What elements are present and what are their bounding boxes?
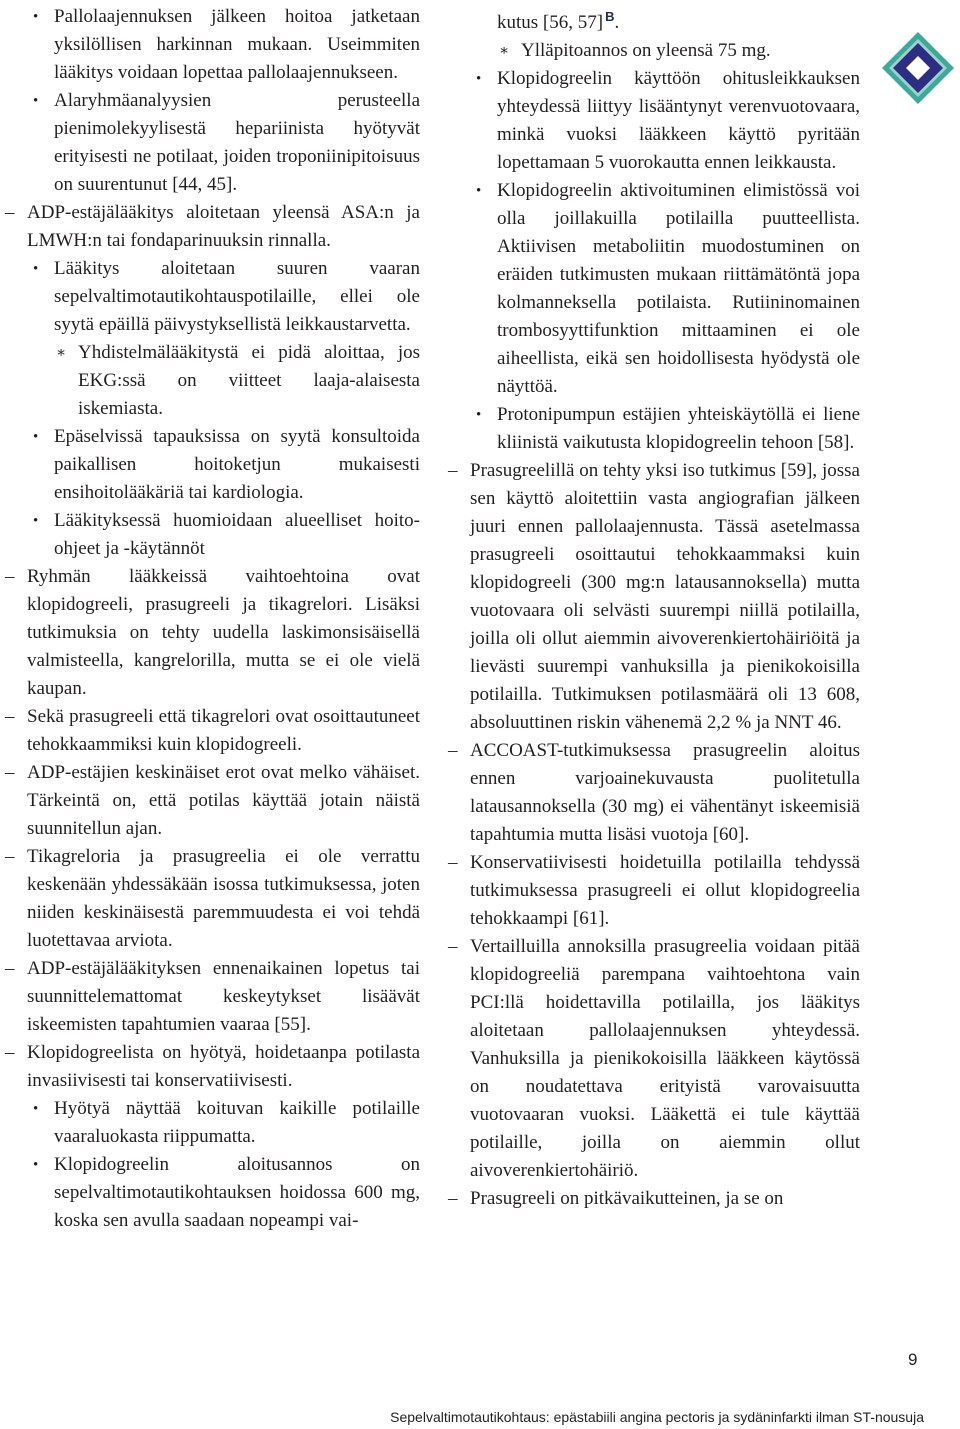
list-marker: –	[5, 846, 15, 867]
list-marker: –	[448, 1188, 458, 1209]
list-marker: –	[5, 202, 15, 223]
right-column	[448, 3, 860, 1213]
list-item-text-end: .	[614, 12, 620, 33]
evidence-level-badge: B	[605, 9, 615, 24]
list-item	[448, 1185, 860, 1213]
list-item	[448, 401, 860, 457]
list-item	[448, 457, 860, 737]
list-item	[5, 423, 420, 507]
list-item	[5, 1039, 420, 1095]
list-marker: –	[448, 936, 458, 957]
list-marker: •	[476, 407, 482, 423]
list-item	[448, 3, 860, 37]
list-item-text: Pallolaajennuksen jälkeen hoitoa jatketaan yksilöllisen harkinnan mukaan. Useimmiten lääkitys voidaan lopettaa pallolaajennukseen.	[54, 6, 420, 83]
running-footer: Sepelvaltimotautikohtaus: epästabiili angina pectoris ja sydäninfarkti ilman ST-nousuja	[390, 1409, 924, 1425]
list-item	[448, 737, 860, 849]
list-marker: •	[33, 1101, 39, 1117]
list-marker: ∗	[56, 345, 67, 361]
list-item-text: Protonipumpun estäjien yhteiskäytöllä ei liene kliinistä vaikutusta klopidogreelin tehoon [58].	[497, 404, 860, 453]
list-item	[5, 563, 420, 703]
list-marker: •	[33, 9, 39, 25]
list-item-text: Tikagreloria ja prasugreelia ei ole verrattu keskenään yhdessäkään isossa tutkimuksessa, joten niiden keskinäisestä paremmuudesta ei voi tehdä luotettavaa arviota.	[27, 846, 420, 951]
list-item-text: Yhdistelmälääkitystä ei pidä aloittaa, jos EKG:ssä on viitteet laaja-alaisesta iskemiasta.	[78, 342, 420, 419]
list-item-text: ADP-estäjälääkityksen ennenaikainen lopetus tai suunnittelemattomat keskeytykset lisäävät iskeemisten tapahtumien vaaraa [55].	[27, 958, 420, 1035]
list-item-text: Ryhmän lääkkeissä vaihtoehtoina ovat klopidogreeli, prasugreeli ja tikagrelori. Lisäksi tutkimuksia on tehty uudella laskimonsisäisellä valmisteella, kangrelorilla, mutta se ei ole vielä kaupan.	[27, 566, 420, 699]
list-item	[5, 3, 420, 87]
list-item-text: kutus [56, 57]	[497, 12, 604, 33]
list-item-text: Klopidogreelin aloitusannos on sepelvaltimotautikohtauksen hoidossa 600 mg, koska sen avulla saadaan nopeampi vai-	[54, 1154, 420, 1231]
list-item-text: Klopidogreelista on hyötyä, hoidetaanpa potilasta invasiivisesti tai konservatiivisesti.	[27, 1042, 420, 1091]
list-item-text: ACCOAST-tutkimuksessa prasugreelin aloitus ennen varjoainekuvausta puolitetulla latausannoksella (30 mg) ei vähentänyt iskeemisiä tapahtumia mutta lisäsi vuotoja [60].	[470, 740, 860, 845]
list-item	[448, 37, 860, 65]
list-marker: –	[448, 852, 458, 873]
list-item	[5, 339, 420, 423]
list-item-text: Klopidogreelin aktivoituminen elimistössä voi olla joillakuilla potilailla puutteellista. Aktiivisen metaboliitin muodostuminen on eräiden tutkimusten mukaan riittämätöntä jopa kolmanneksella potilaista. Rutiininomainen trombosyyttifunktion mittaaminen ei ole aiheellista, eikä sen hoidollisesta hyödystä ole näyttöä.	[497, 180, 860, 397]
list-marker: –	[5, 706, 15, 727]
list-item	[5, 507, 420, 563]
list-marker: ∗	[499, 43, 510, 59]
list-item	[5, 87, 420, 199]
list-item-text: Ylläpitoannos on yleensä 75 mg.	[521, 40, 771, 61]
list-marker: –	[5, 566, 15, 587]
diamond-logo-icon	[880, 30, 960, 110]
list-item	[5, 759, 420, 843]
list-marker: •	[476, 71, 482, 87]
list-marker: •	[33, 429, 39, 445]
list-item	[5, 255, 420, 339]
list-item	[448, 65, 860, 177]
left-column	[5, 3, 420, 1235]
page-number: 9	[908, 1350, 918, 1369]
list-item-text: ADP-estäjälääkitys aloitetaan yleensä ASA:n ja LMWH:n tai fondaparinuuksin rinnalla.	[27, 202, 420, 251]
list-item-text: Prasugreelillä on tehty yksi iso tutkimus [59], jossa sen käyttö aloitettiin vasta angiografian jälkeen juuri ennen pallolaajennusta. Tässä asetelmassa prasugreeli osoittautui tehokkaammaksi kuin klopidogreeli (300 mg:n latausannoksella) mutta vuotovaara oli selvästi suurempi niillä potilailla, joilla oli ollut aiemmin aivoverenkiertohäiriöitä ja lievästi suurempi vanhuksilla ja pienikokoisilla potilailla. Tutkimuksen potilasmäärä oli 13 608, absoluuttinen riskin vähenemä 2,2 % ja NNT 46.	[470, 460, 860, 733]
list-marker: •	[33, 261, 39, 277]
list-item	[448, 849, 860, 933]
list-item	[5, 703, 420, 759]
list-item-text: Hyötyä näyttää koituvan kaikille potilaille vaaraluokasta riippumatta.	[54, 1098, 420, 1147]
list-marker: •	[33, 93, 39, 109]
list-item	[5, 1151, 420, 1235]
list-item-text: Konservatiivisesti hoidetuilla potilailla tehdyssä tutkimuksessa prasugreeli ei ollut klopidogreelia tehokkaampi [61].	[470, 852, 860, 929]
list-item-text: Epäselvissä tapauksissa on syytä konsultoida paikallisen hoitoketjun mukaisesti ensihoitolääkäriä tai kardiologia.	[54, 426, 420, 503]
list-item-text: Vertailluilla annoksilla prasugreelia voidaan pitää klopidogreeliä parempana vaihtoehtona vain PCI:llä hoidettavilla potilailla, jos lääkitys aloitetaan pallolaajennuksen yhteydessä. Vanhuksilla ja pienikokoisilla lääkkeen käytössä on noudatettava erityistä varovaisuutta vuotovaaran vuoksi. Lääkettä ei tule käyttää potilaille, joilla on aiemmin ollut aivoverenkiertohäiriö.	[470, 936, 860, 1181]
list-item-text: Alaryhmäanalyysien perusteella pienimolekyylisestä hepariinista hyötyvät erityisesti ne potilaat, joiden troponiinipitoisuus on suurentunut [44, 45].	[54, 90, 420, 195]
list-item-text: Lääkitys aloitetaan suuren vaaran sepelvaltimotautikohtauspotilaille, ellei ole syytä epäillä päivystyksellistä leikkaustarvetta.	[54, 258, 420, 335]
list-marker: –	[5, 1042, 15, 1063]
list-marker: –	[448, 460, 458, 481]
list-marker: •	[33, 1157, 39, 1173]
list-item	[5, 1095, 420, 1151]
list-item	[448, 177, 860, 401]
list-item	[448, 933, 860, 1185]
list-item	[5, 955, 420, 1039]
list-item-text: ADP-estäjien keskinäiset erot ovat melko vähäiset. Tärkeintä on, että potilas käyttää jotain näistä suunnitellun ajan.	[27, 762, 420, 839]
list-marker: –	[5, 762, 15, 783]
list-marker: •	[33, 513, 39, 529]
list-item-text: Sekä prasugreeli että tikagrelori ovat osoittautuneet tehokkaammiksi kuin klopidogreeli.	[27, 706, 420, 755]
list-item	[5, 199, 420, 255]
list-marker: •	[476, 183, 482, 199]
list-item-text: Prasugreeli on pitkävaikutteinen, ja se on	[470, 1188, 784, 1209]
list-marker: –	[5, 958, 15, 979]
list-item-text: Lääkityksessä huomioidaan alueelliset hoito-ohjeet ja -käytännöt	[54, 510, 420, 559]
list-marker: –	[448, 740, 458, 761]
list-item-text: Klopidogreelin käyttöön ohitusleikkauksen yhteydessä liittyy lisääntynyt verenvuotovaara, minkä vuoksi lääkkeen käyttö pyritään lopettamaan 5 vuorokautta ennen leikkausta.	[497, 68, 860, 173]
list-item	[5, 843, 420, 955]
